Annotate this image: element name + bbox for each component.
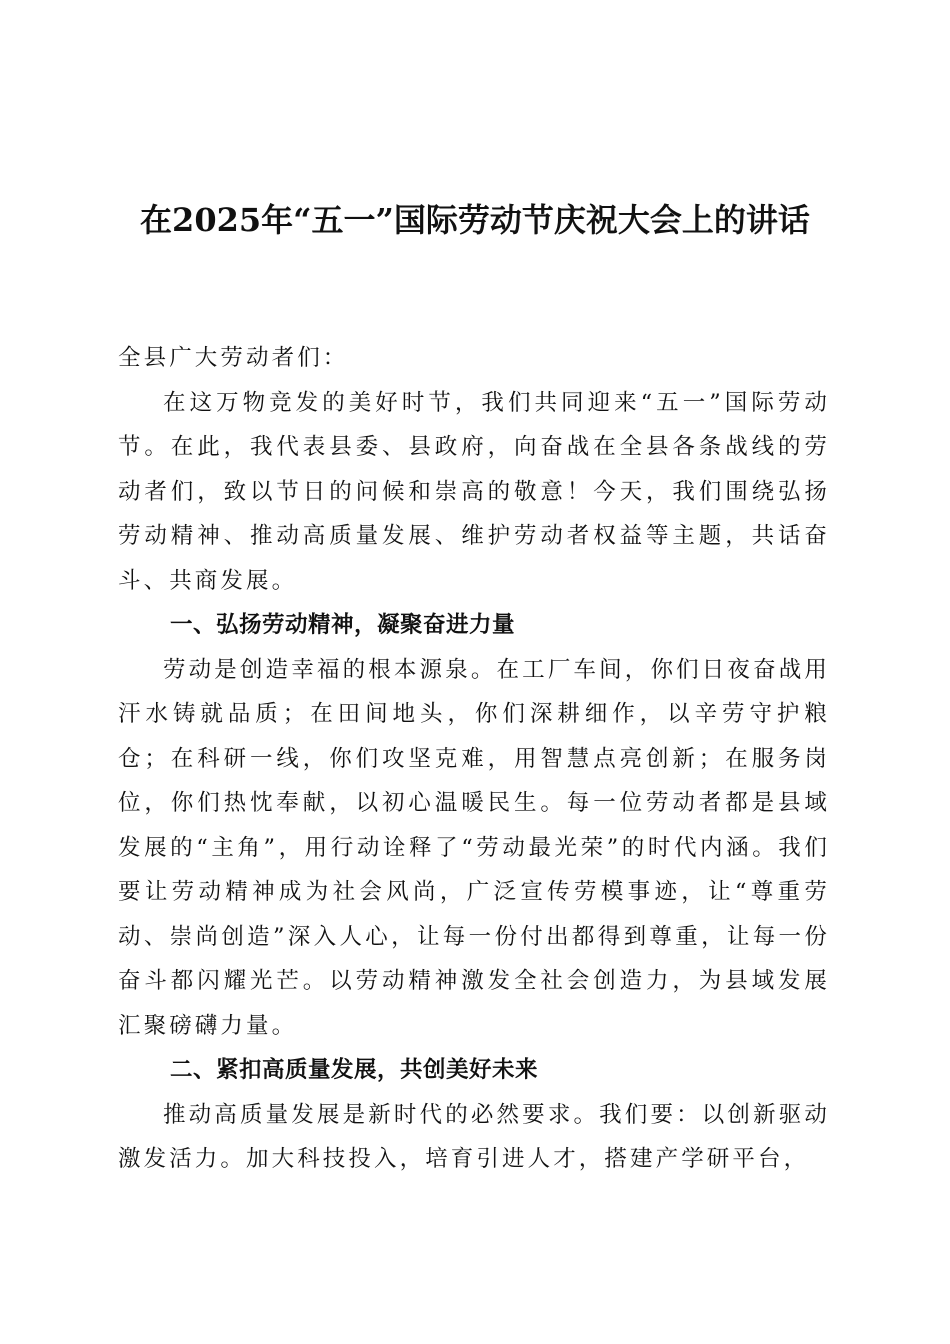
- section-heading-1: 一、弘扬劳动精神，凝聚奋进力量: [170, 612, 516, 638]
- section-1-paragraph: 劳动是创造幸福的根本源泉。在工厂车间，你们日夜奋战用汗水铸就品质；在田间地头，你们深耕细作，以辛劳守护粮仓；在科研一线，你们攻坚克难，用智慧点亮创新；在服务岗位，你们热忱奉献，以初心温暖民生。每一位劳动者都是县域发展的“主角”，用行动诠释了“劳动最光荣”的时代内涵。我们要让劳动精神成为社会风尚，广泛宣传劳模事迹，让“尊重劳动、崇尚创造”深入人心，让每一份付出都得到尊重，让每一份奋斗都闪耀光芒。以劳动精神激发全社会创造力，为县域发展汇聚磅礴力量。: [118, 656, 830, 1039]
- section-heading-2: 二、紧扣高质量发展，共创美好未来: [170, 1057, 539, 1083]
- section-2-paragraph: 推动高质量发展是新时代的必然要求。我们要：以创新驱动激发活力。加大科技投入，培育引进人才，搭建产学研平台，: [118, 1101, 830, 1172]
- intro-paragraph: 在这万物竞发的美好时节，我们共同迎来“五一”国际劳动节。在此，我代表县委、县政府，向奋战在全县各条战线的劳动者们，致以节日的问候和崇高的敬意！今天，我们围绕弘扬劳动精神、推动高质量发展、维护劳动者权益等主题，共话奋斗、共商发展。: [118, 389, 830, 594]
- document-title: 在2025年“五一”国际劳动节庆祝大会上的讲话: [140, 201, 810, 239]
- document-body: [118, 336, 830, 1182]
- salutation: 全县广大劳动者们：: [118, 345, 349, 371]
